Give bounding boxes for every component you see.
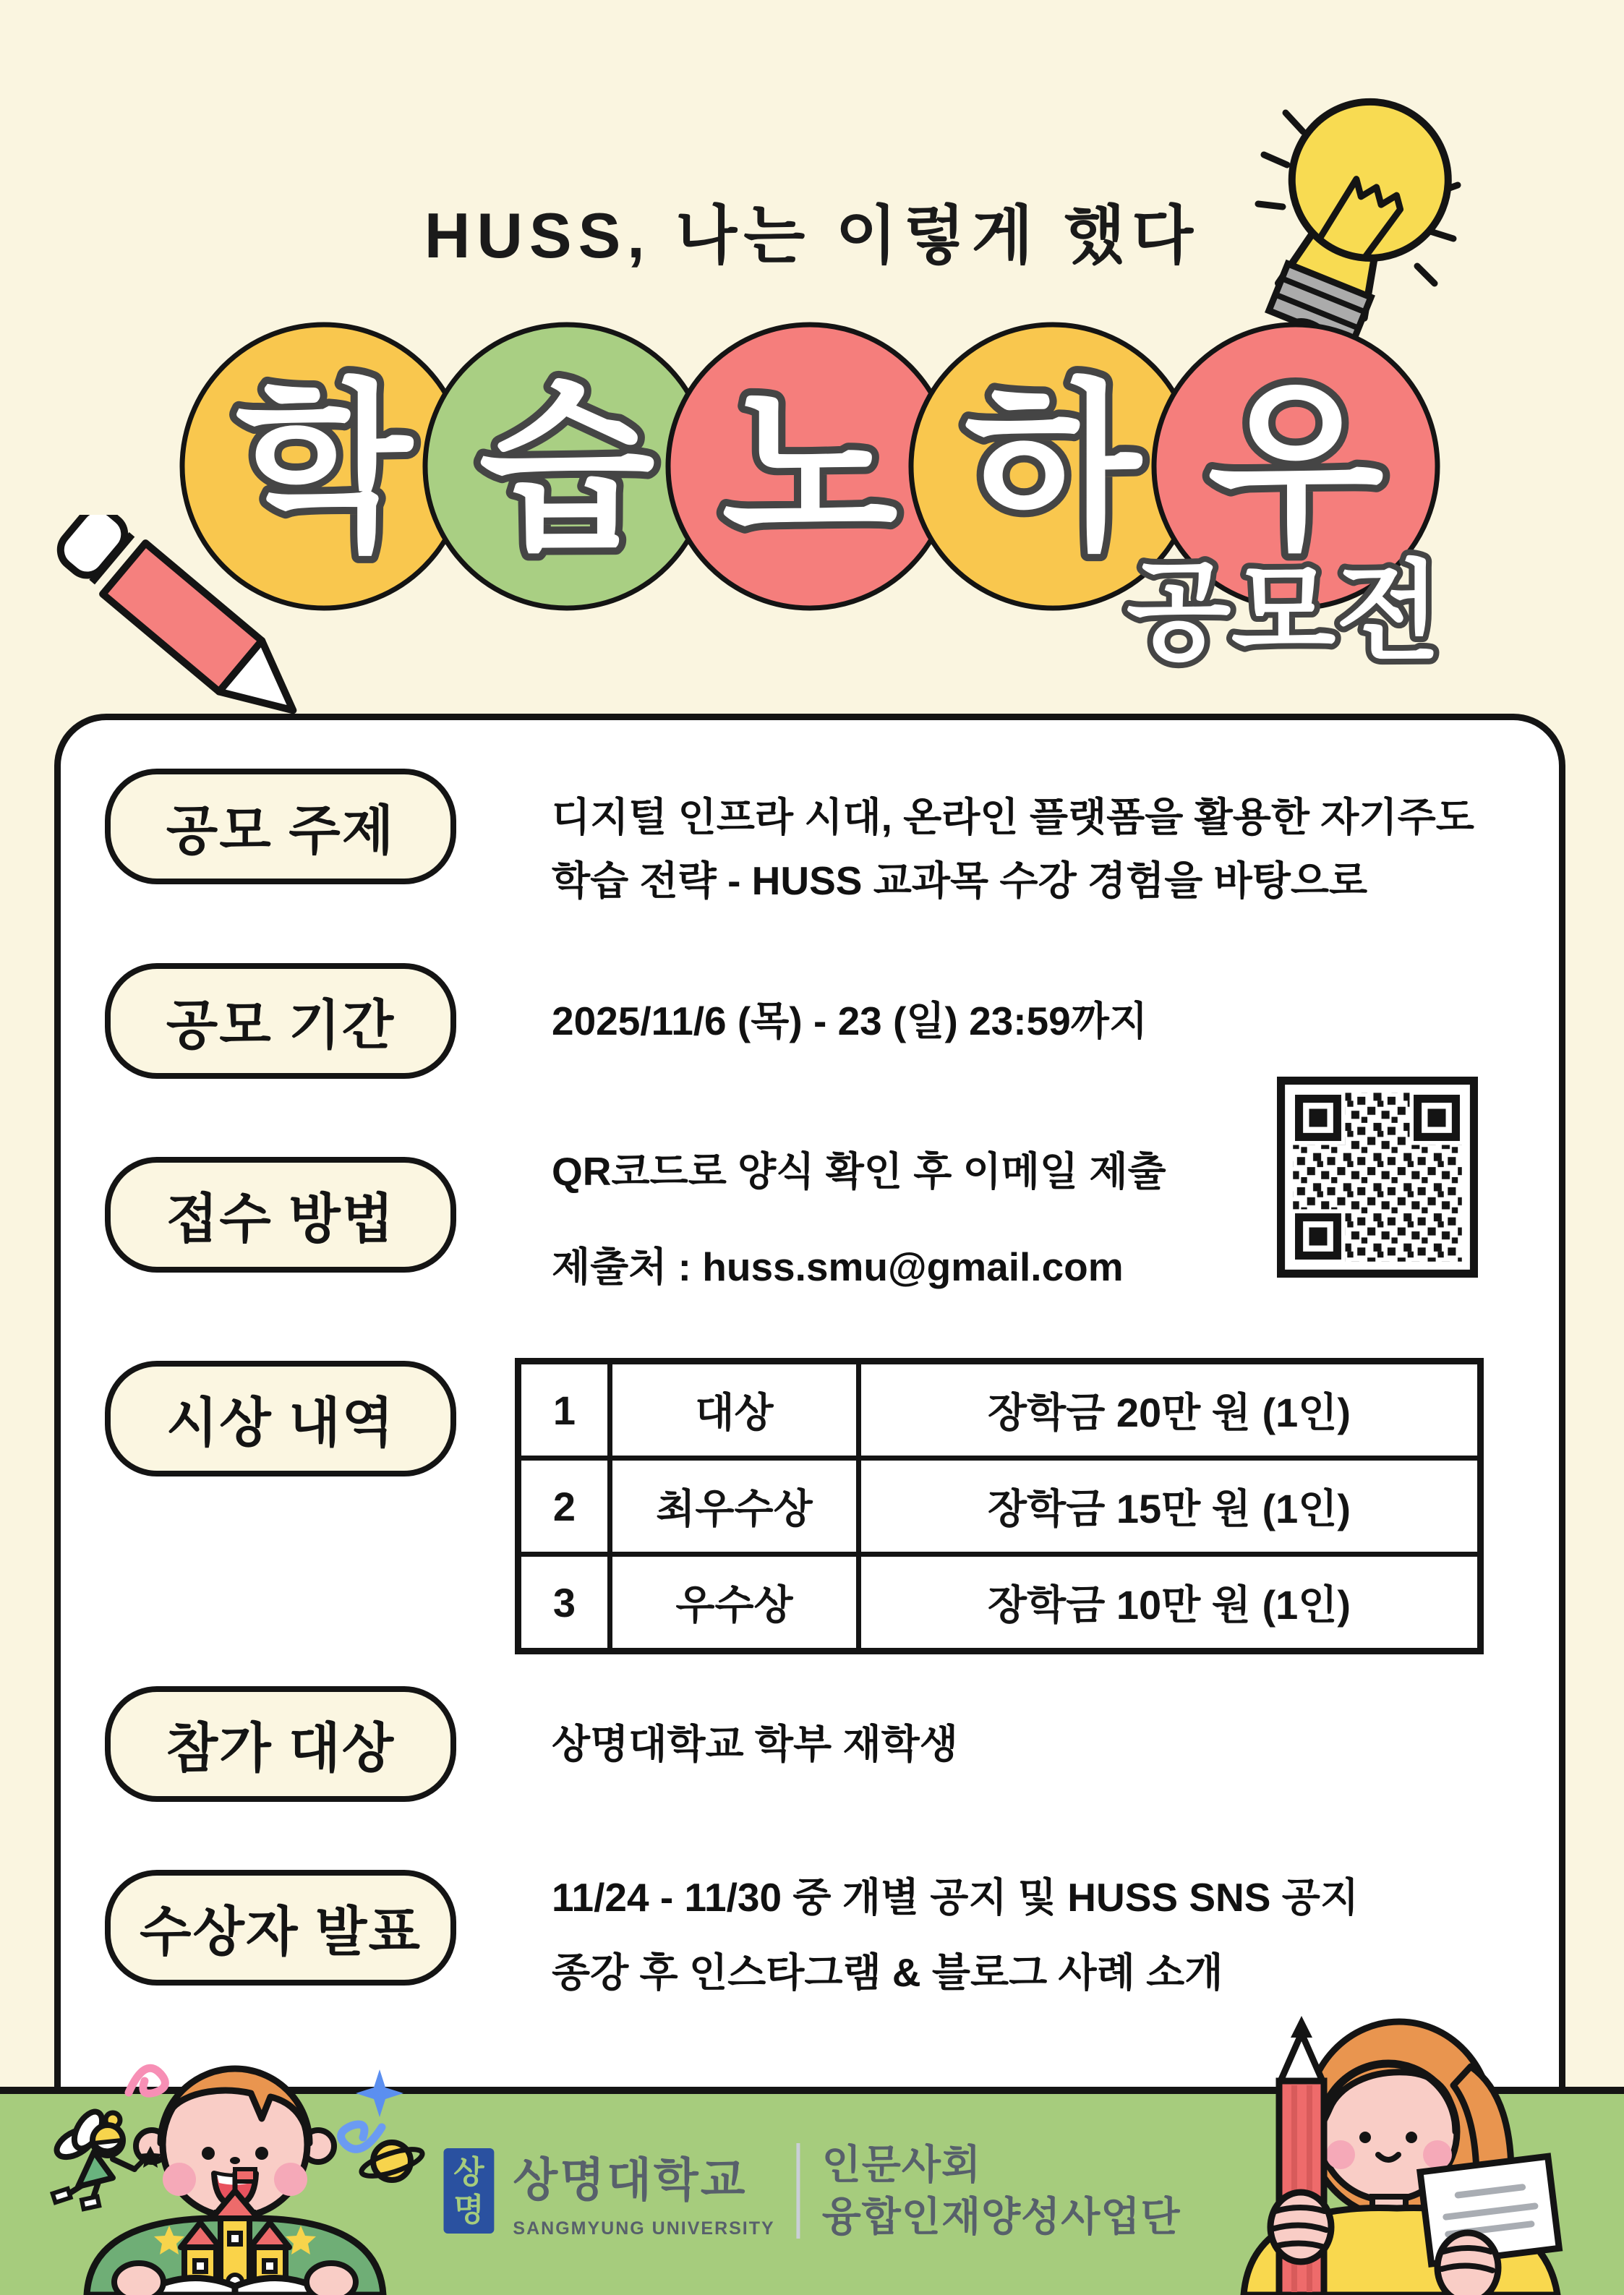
logo-divider: [797, 2143, 800, 2239]
fairy-icon: [38, 2106, 168, 2214]
bullet-item: 제출처 : huss.smu@gmail.com: [552, 1244, 1124, 1289]
table-row: [521, 1557, 1477, 1648]
title-letter: 우: [1208, 367, 1384, 570]
award-name: 최우수상: [612, 1461, 861, 1552]
announce-bullets: [515, 1866, 1542, 2004]
girl-illustration: [1223, 2010, 1573, 2295]
period-bullets: [515, 989, 1527, 1053]
section-label-eligibility: 참가 대상: [105, 1686, 456, 1802]
university-name-en: SANGMYUNG UNIVERSITY: [513, 2218, 775, 2239]
bullet-item: 상명대학교 학부 재학생: [552, 1722, 958, 1766]
org-name-block: [822, 2139, 1181, 2243]
eligibility-bullets: [515, 1712, 1527, 1776]
symbol-char-top: 상: [453, 2155, 484, 2190]
qr-code: [1277, 1076, 1478, 1278]
bullet-item: 종강 후 인스타그램 & 블로그 사례 소개: [552, 1950, 1223, 1995]
award-rank: 1: [521, 1364, 612, 1456]
award-rank: 3: [521, 1557, 612, 1648]
title-letter: 하: [965, 367, 1141, 570]
sparkle-icon: [356, 2069, 403, 2117]
planet-icon: [356, 2130, 428, 2192]
title-letter: 습: [479, 367, 655, 570]
title-letter: 노: [722, 367, 898, 570]
award-name: 우수상: [612, 1557, 861, 1648]
subtitle-text: 공모전: [1126, 551, 1441, 672]
section-label-topic: 공모 주제: [105, 769, 456, 884]
apply-bullets: [515, 1140, 1252, 1299]
bullet-item: 2025/11/6 (목) - 23 (일) 23:59까지: [552, 999, 1148, 1043]
bullet-item: QR코드로 양식 확인 후 이메일 제출: [552, 1149, 1166, 1194]
sangmyung-symbol: [443, 2148, 494, 2234]
section-label-awards: 시상 내역: [105, 1361, 456, 1476]
poster-subtitle: [1114, 541, 1453, 685]
bullet-item: 11/24 - 11/30 중 개별 공지 및 HUSS SNS 공지: [552, 1875, 1359, 1920]
table-row: [521, 1364, 1477, 1461]
section-label-period: 공모 기간: [105, 963, 456, 1079]
footer-logo-row: [443, 2139, 1180, 2243]
pencil-icon: [43, 515, 369, 753]
poster-tagline: HUSS, 나는 이렇게 했다: [424, 200, 1200, 271]
section-label-announce: 수상자 발표: [105, 1870, 456, 1986]
title-letter: 학: [236, 367, 412, 570]
org-line1: 인문사회: [821, 2142, 982, 2187]
university-name-block: [513, 2143, 774, 2239]
section-label-apply: 접수 방법: [105, 1157, 456, 1273]
org-line2: 융합인재양성사업단: [821, 2194, 1181, 2239]
topic-bullets: [515, 785, 1491, 913]
university-name-ko: 상명대학교: [513, 2153, 748, 2206]
award-prize: 장학금 20만 원 (1인): [988, 1390, 1351, 1435]
pink-squiggle-icon: [121, 2051, 187, 2108]
awards-table: [515, 1358, 1484, 1654]
table-row: [521, 1461, 1477, 1557]
award-name: 대상: [612, 1364, 861, 1456]
symbol-char-bottom: 명: [453, 2192, 484, 2228]
award-rank: 2: [521, 1461, 612, 1552]
bullet-item: 디지털 인프라 시대, 온라인 플랫폼을 활용한 자기주도 학습 전략 - HUSS 교과목 수강 경험을 바탕으로: [552, 795, 1474, 903]
award-prize: 장학금 10만 원 (1인): [988, 1582, 1351, 1628]
award-prize: 장학금 15만 원 (1인): [988, 1486, 1351, 1531]
